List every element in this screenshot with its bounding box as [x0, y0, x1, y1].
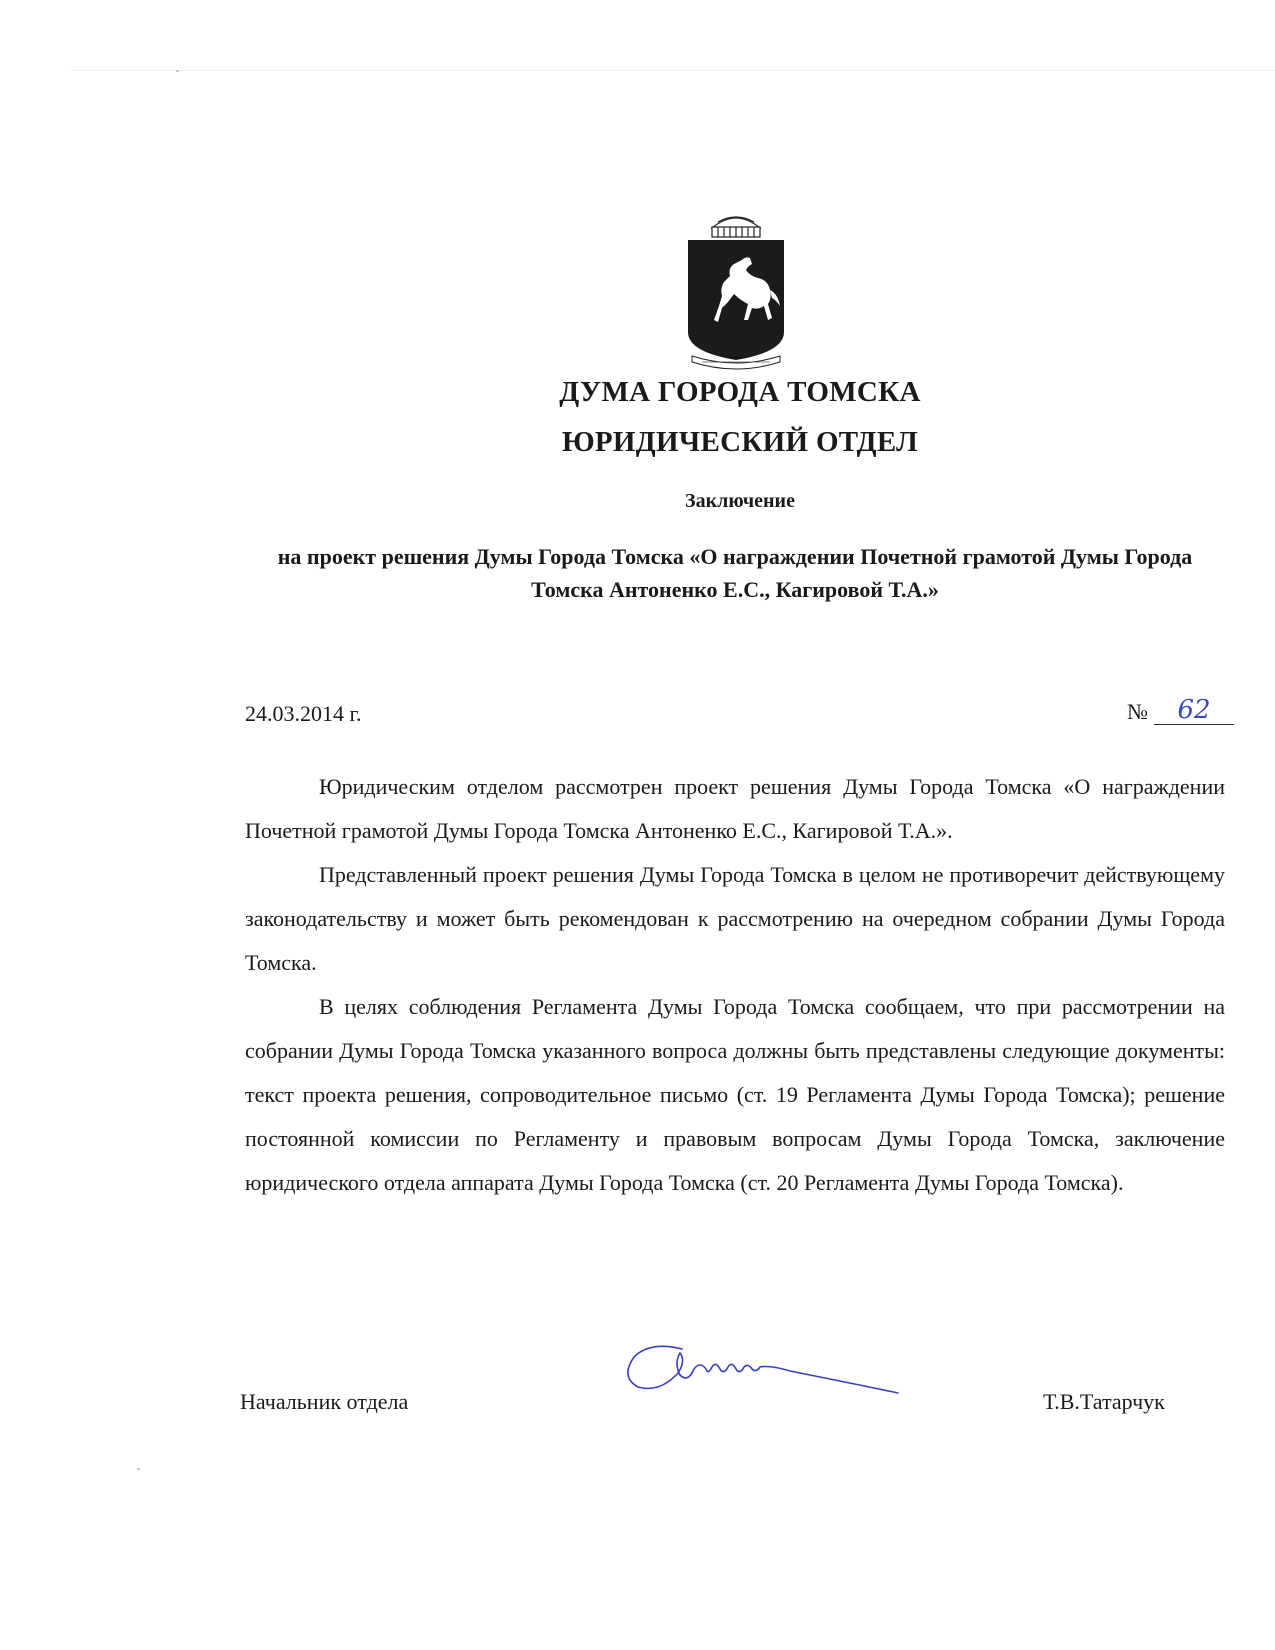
org-name: ДУМА ГОРОДА ТОМСКА [559, 376, 921, 408]
scan-margin [0, 0, 70, 1650]
handwritten-signature [620, 1335, 950, 1415]
scan-speck [176, 70, 179, 72]
number-value: 62 [1154, 696, 1234, 725]
tomsk-coat-of-arms-icon [686, 210, 786, 372]
department-name: ЮРИДИЧЕСКИЙ ОТДЕЛ [561, 426, 919, 458]
paragraph: Представленный проект решения Думы Города Томска в целом не противоречит действующему законодательству и может быть рекомендован к рассмотрению на очередном собрании Думы Города Томска. [245, 862, 1225, 975]
signatory-position: Начальник отдела [240, 1389, 409, 1414]
paragraph: В целях соблюдения Регламента Думы Города Томска сообщаем, что при рассмотрении на собрании Думы Города Томска указанного вопроса должны быть представлены следующие документы: текст проекта решения, сопроводительное письмо (ст. 19 Регламента Думы Города Томска); решение постоянной комиссии по Регламенту и правовым вопросам Думы Города Томска, заключение юридического отдела аппарата Думы Города Томска (ст. 20 Регламента Думы Города Томска). [245, 994, 1225, 1195]
scan-speck [137, 1468, 140, 1470]
document-number [1127, 696, 1234, 725]
scan-edge-line [70, 70, 1275, 71]
document-subject: на проект решения Думы Города Томска «О награждении Почетной грамотой Думы Города Томска Антоненко Е.С., Кагировой Т.А.» [277, 544, 1193, 602]
document-date: 24.03.2014 г. [245, 701, 362, 726]
number-sign: № [1127, 699, 1148, 724]
document-kind: Заключение [685, 490, 795, 512]
paragraph: Юридическим отделом рассмотрен проект решения Думы Города Томска «О награждении Почетной грамотой Думы Города Томска Антоненко Е.С., Кагировой Т.А.». [245, 774, 1225, 843]
signatory-name: Т.В.Татарчук [1043, 1389, 1165, 1414]
document-body [245, 765, 1225, 1205]
